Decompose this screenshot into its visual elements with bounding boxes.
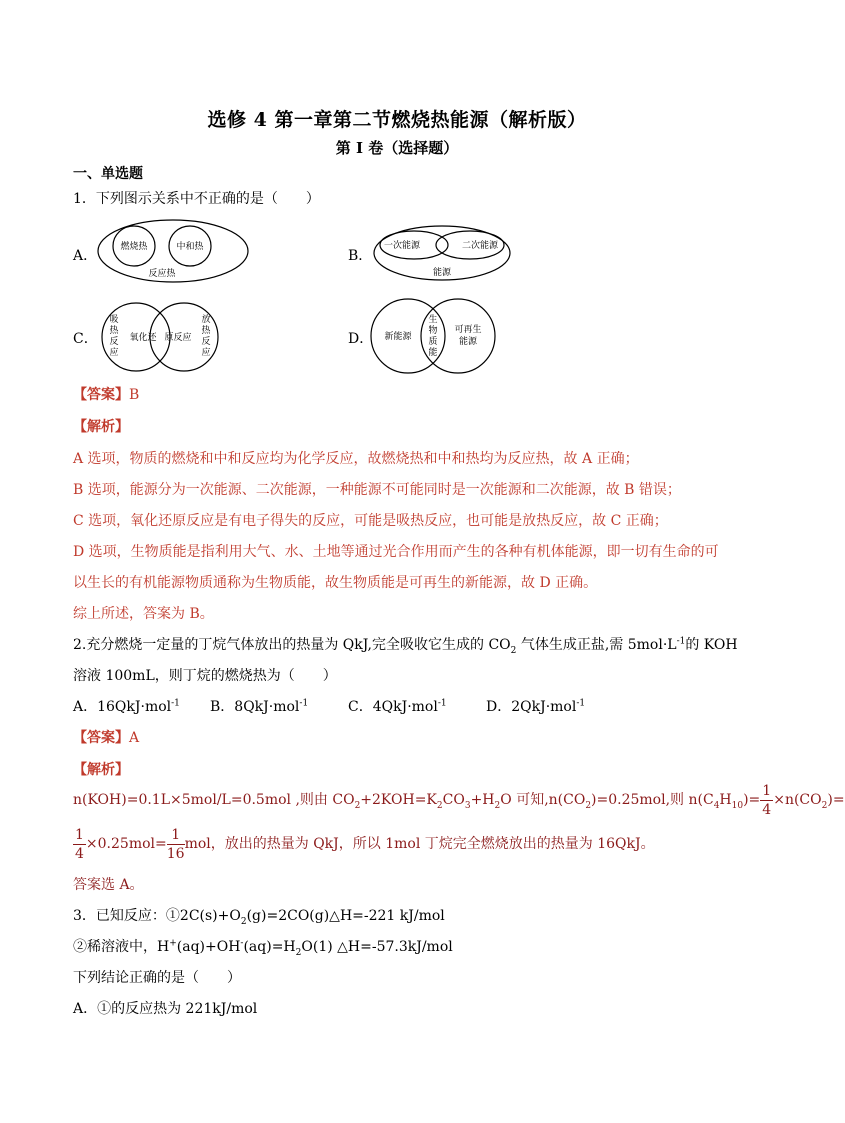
diag-c-left-1: 热	[109, 326, 119, 336]
diag-d-mid-2: 质	[428, 337, 438, 347]
q2-option-b-label: B．8QkJ·mol	[210, 699, 300, 715]
q2-frac1-num: 1	[762, 782, 772, 799]
q2-a1-p5: O 可知,n(CO	[500, 792, 586, 808]
diag-c-left-3: 应	[109, 348, 119, 358]
diag-d-right-1: 可再生	[454, 325, 482, 335]
q2-a1-p7: H	[719, 792, 732, 808]
q3-option-a: A．①的反应热为 221kJ/mol	[73, 1001, 258, 1017]
q2-stem-sub: 2	[510, 645, 517, 656]
q2-a1-sub-5: 2	[585, 800, 592, 811]
diag-d-right-2: 能源	[458, 337, 478, 347]
q2-stem-line-1	[73, 634, 738, 656]
q3-stem2-c: (aq)=H	[243, 939, 296, 955]
q2-a1-sub-4: 2	[494, 800, 501, 811]
q2-a1-sub-1: 2	[354, 800, 361, 811]
q2-a1-p4: +H	[470, 792, 495, 808]
diag-d-mid-1: 物	[428, 326, 438, 336]
q2-option-c-label: C．4QkJ·mol	[348, 699, 438, 715]
q3-stem2-d: O(1) △H=-57.3kJ/mol	[301, 939, 453, 955]
q1-option-d-label: D．	[348, 331, 374, 347]
q1-diagram-c	[96, 300, 226, 374]
q1-diagram-a	[96, 218, 251, 284]
q2-stem-b: 气体生成正盐,需 5mol·L	[516, 637, 677, 653]
q2-a1-sub-7: 10	[731, 800, 744, 811]
q2-option-d-sup: -1	[576, 698, 586, 709]
q2-fraction-1	[760, 784, 773, 817]
q3-stem2-sub: 2	[295, 947, 302, 958]
q2-analysis-line-1	[73, 782, 845, 824]
q2-a1-p9: ×n(CO	[773, 792, 822, 808]
q3-stem-line-1	[73, 905, 445, 927]
q2-a1-p1: n(KOH)=0.1L×5mol/L=0.5mol ,则由 CO	[73, 792, 355, 808]
q3-stem2-b: (aq)+OH	[176, 939, 241, 955]
q2-frac3-num: 1	[167, 828, 185, 845]
q3-stem1-b: (g)=2CO(g)△H=-221 kJ/mol	[246, 908, 445, 924]
diag-c-mid-left: 氧化还	[129, 333, 157, 343]
q1-diagram-b	[372, 224, 512, 282]
q1-analysis-tag: 【解析】	[73, 419, 129, 435]
q2-frac2-num: 1	[75, 826, 84, 843]
diag-c-right-1: 热	[201, 326, 211, 336]
q2-a1-sub-6: 4	[713, 800, 720, 811]
q2-frac1-den: 4	[762, 801, 772, 818]
q3-stem2-sup2: -	[240, 938, 244, 949]
q2-option-a-sup: -1	[171, 698, 180, 709]
q2-fraction-2	[73, 828, 86, 861]
q2-a1-p6: )=0.25mol,则 n(C	[591, 792, 714, 808]
diag-c-right-2: 反	[201, 337, 211, 347]
q2-stem-sup: -1	[676, 636, 686, 647]
diag-a-right: 中和热	[176, 242, 204, 252]
q2-fraction-3	[167, 828, 185, 861]
q2-a1-sub-8: 2	[821, 800, 828, 811]
q2-option-d	[486, 696, 585, 716]
q2-answer-value: A	[129, 730, 140, 746]
q2-a1-p10: )=	[827, 792, 845, 808]
diag-a-left: 燃烧热	[120, 242, 148, 252]
q2-stem-c: 的 KOH	[685, 637, 738, 653]
q1-stem: 1．下列图示关系中不正确的是（ ）	[73, 191, 320, 207]
diag-c-right-0: 放	[201, 315, 211, 325]
q2-a1-p8: )=	[743, 792, 761, 808]
diag-b-right: 二次能源	[461, 241, 499, 251]
diag-d-mid-0: 生	[428, 315, 438, 325]
q2-answer-tag: 【答案】	[73, 730, 129, 746]
q1-answer-value: B	[129, 387, 140, 403]
diag-a-outer: 反应热	[148, 269, 176, 279]
section-heading: 一、单选题	[73, 166, 143, 182]
q1-analysis-line-5: 以生长的有机能源物质通称为生物质能，故生物质能是可再生的新能源，故 D 正确。	[73, 575, 598, 591]
q2-stem-a: 2.充分燃烧一定量的丁烷气体放出的热量为 QkJ,完全吸收它生成的 CO	[73, 637, 511, 653]
q2-analysis-tag: 【解析】	[73, 762, 129, 778]
q2-option-c	[348, 696, 447, 716]
diag-c-right-3: 应	[201, 348, 211, 358]
q2-a1-sub-2: 2	[436, 800, 443, 811]
diag-c-left-2: 反	[109, 337, 119, 347]
q3-stem1-a: 3．已知反应：①2C(s)+O	[73, 908, 241, 924]
q2-option-a-label: A．16QkJ·mol	[73, 699, 172, 715]
page-title: 选修 4 第一章第二节燃烧热能源（解析版）	[207, 109, 587, 131]
q1-answer	[73, 384, 139, 404]
q2-summary: 答案选 A。	[73, 877, 144, 893]
q2-a1-sub-3: 3	[464, 800, 471, 811]
q1-option-a-label: A．	[73, 248, 98, 264]
diag-d-mid-3: 能	[428, 348, 438, 358]
diag-b-left: 一次能源	[383, 241, 421, 251]
q1-diagram-d	[368, 296, 500, 376]
q2-option-b-sup: -1	[299, 698, 309, 709]
diag-c-left-0: 吸	[109, 315, 119, 325]
q1-analysis-line-4: D 选项，生物质能是指利用大气、水、土地等通过光合作用而产生的各种有机体能源，即一切有生命的可	[73, 544, 719, 560]
q2-a2-p1: ×0.25mol=	[85, 836, 167, 852]
q2-option-d-label: D．2QkJ·mol	[486, 699, 577, 715]
q2-a1-p2: +2KOH=K	[360, 792, 437, 808]
q3-stem1-sub: 2	[240, 916, 247, 927]
q2-analysis-line-2	[73, 826, 655, 862]
diag-b-outer: 能源	[432, 268, 452, 278]
q2-option-a	[73, 696, 180, 716]
q2-answer	[73, 727, 139, 747]
q1-answer-tag: 【答案】	[73, 387, 129, 403]
diag-d-left: 新能源	[384, 332, 412, 342]
q3-stem-line-3: 下列结论正确的是（ ）	[73, 970, 241, 986]
q1-option-b-label: B．	[348, 248, 373, 264]
q3-stem2-a: ②稀溶液中，H	[73, 939, 170, 955]
q3-stem2-sup1: +	[169, 938, 177, 949]
q1-analysis-line-3: C 选项，氧化还原反应是有电子得失的反应，可能是吸热反应，也可能是放热反应，故 C 正确；	[73, 513, 668, 529]
q1-analysis-line-2: B 选项，能源分为一次能源、二次能源，一种能源不可能同时是一次能源和二次能源，故 B 错误；	[73, 482, 681, 498]
q2-a2-p2: mol，放出的热量为 QkJ，所以 1mol 丁烷完全燃烧放出的热量为 16QkJ。	[184, 836, 655, 852]
q2-frac2-den: 4	[75, 845, 84, 862]
page-subtitle: 第 I 卷（选择题）	[335, 139, 459, 157]
q2-option-c-sup: -1	[437, 698, 447, 709]
q2-stem-line-2: 溶液 100mL，则丁烷的燃烧热为（ ）	[73, 668, 337, 684]
q1-option-c-label: C．	[73, 331, 98, 347]
q2-a1-p3: CO	[442, 792, 465, 808]
q2-frac3-den: 16	[166, 845, 185, 862]
q1-summary: 综上所述，答案为 B。	[73, 606, 214, 622]
q2-option-b	[210, 696, 308, 716]
q1-analysis-line-1: A 选项，物质的燃烧和中和反应均为化学反应，故燃烧热和中和热均为反应热，故 A 正确；	[73, 451, 639, 467]
diag-c-mid-right: 原反应	[164, 333, 192, 343]
q3-stem-line-2	[73, 936, 453, 958]
